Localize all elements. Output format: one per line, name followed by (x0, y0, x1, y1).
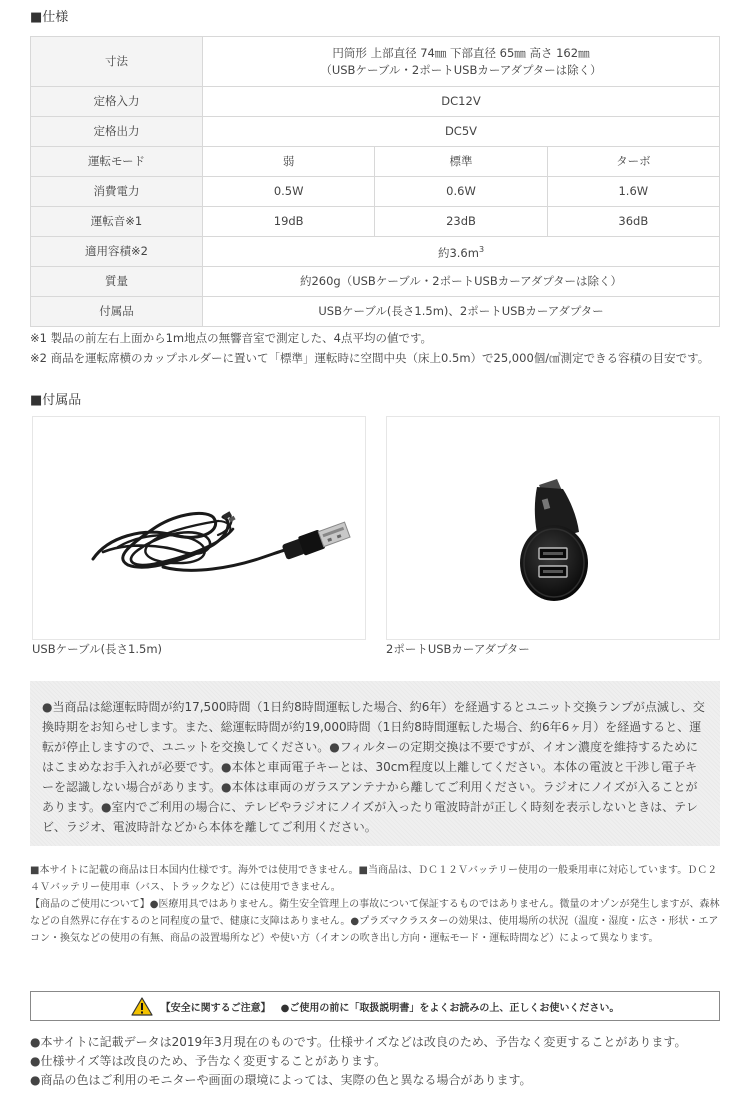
spec-value: 19dB (203, 207, 375, 237)
spec-value: DC5V (203, 117, 720, 147)
spec-value: 約260g（USBケーブル・2ポートUSBカーアダプターは除く） (203, 267, 720, 297)
caution-box (30, 681, 720, 846)
spec-value: USBケーブル(長さ1.5m)、2ポートUSBカーアダプター (203, 297, 720, 327)
spec-table (30, 36, 720, 327)
spec-value: 23dB (375, 207, 547, 237)
spec-label: 寸法 (31, 37, 203, 87)
safety-label: 【安全に関するご注意】 (160, 1002, 271, 1014)
bottom-note-3: ●商品の色はご利用のモニターや画面の環境によっては、実際の色と異なる場合があります。 (30, 1073, 532, 1087)
spec-label: 定格入力 (31, 87, 203, 117)
size-line-1: 円筒形 上部直径 74㎜ 下部直径 65㎜ 高さ 162㎜ (332, 45, 590, 60)
safety-text: ●ご使用の前に「取扱説明書」をよくお読みの上、正しくお使いください。 (280, 1002, 620, 1014)
spec-label: 定格出力 (31, 117, 203, 147)
spec-label: 運転モード (31, 147, 203, 177)
spec-label: 運転音※1 (31, 207, 203, 237)
spec-value: DC12V (203, 87, 720, 117)
usb-cable-caption: USBケーブル(長さ1.5m) (32, 642, 163, 656)
warning-icon (131, 997, 153, 1016)
small-notes (30, 862, 720, 947)
spec-value: ターボ (547, 147, 719, 177)
car-adapter-image (387, 417, 721, 641)
bottom-notes (30, 1033, 730, 1090)
spec-note-2: ※2 商品を運転席横のカップホルダーに置いて「標準」運転時に空間中央（床上0.5m）で25,000個/㎤測定できる容積の目安です。 (30, 351, 710, 365)
spec-value: 弱 (203, 147, 375, 177)
spec-notes (30, 328, 720, 368)
caution-text: ●当商品は総運転時間が約17,500時間（1日約8時間運転した場合、約6年）を経過するとユニット交換ランプが点滅し、交換時期をお知らせします。また、総運転時間が約19,000時間（1日約8時間運転した場合、約6年6ヶ月）を経過すると、運転が停止しますので、ユニットを交換してください。●フィルターの定期交換は不要ですが、イオン濃度を維持するためにはこまめなお手入れが必要です。●本体と車両電子キーとは、30cm程度以上離してください。本体の電波と干渉し電子キーを認識しない場合があります。●本体は車両のガラスアンテナから離してご利用ください。ラジオにノイズが入ることがあります。●室内でご利用の場合に、テレビやラジオにノイズが入ったり電波時計が正しく時刻を表示しないときは、テレビ、ラジオ、電波時計などから本体を離してご利用ください。 (42, 700, 705, 834)
spec-value (203, 37, 720, 87)
usb-cable-photo (32, 416, 366, 640)
accessories-section-title: ■付属品 (30, 393, 82, 408)
spec-value: 0.5W (203, 177, 375, 207)
spec-row-accessories (31, 297, 720, 327)
spec-row-noise (31, 207, 720, 237)
bottom-note-1: ●本サイトに記載データは2019年3月現在のものです。仕様サイズなどは改良のため、予告なく変更することがあります。 (30, 1035, 687, 1049)
spec-row-weight (31, 267, 720, 297)
spec-label: 消費電力 (31, 177, 203, 207)
car-adapter-photo (386, 416, 720, 640)
spec-label: 付属品 (31, 297, 203, 327)
spec-value: 標準 (375, 147, 547, 177)
volume-value: 約3.6m (437, 245, 479, 260)
spec-value (203, 237, 720, 267)
spec-row-power (31, 177, 720, 207)
spec-row-input (31, 87, 720, 117)
small-note-2: 【商品のご使用について】●医療用具ではありません。衛生安全管理上の事故について保証するものではありません。微量のオゾンが発生しますが、森林などの自然界に存在するのと同程度の量で、健康に支障はありません。●プラズマクラスターの効果は、使用場所の状況（温度・湿度・広さ・形状・エアコン・換気などの使用の有無、商品の設置場所など）や使い方（イオンの吹き出し方向・運転モード・運転時間など）によって異なります。 (30, 899, 720, 944)
spec-row-volume (31, 237, 720, 267)
usb-cable-image (33, 417, 367, 641)
car-adapter-caption: 2ポートUSBカーアダプター (386, 642, 530, 656)
size-line-2: （USBケーブル・2ポートUSBカーアダプターは除く） (320, 62, 602, 77)
volume-superscript: 3 (478, 245, 485, 255)
spec-row-size (31, 37, 720, 87)
bottom-note-2: ●仕様サイズ等は改良のため、予告なく変更することがあります。 (30, 1054, 387, 1068)
spec-label: 適用容積※2 (31, 237, 203, 267)
spec-row-output (31, 117, 720, 147)
spec-note-1: ※1 製品の前左右上面から1m地点の無響音室で測定した、4点平均の値です。 (30, 331, 433, 345)
safety-banner (30, 991, 720, 1021)
spec-value: 0.6W (375, 177, 547, 207)
spec-row-mode (31, 147, 720, 177)
spec-label: 質量 (31, 267, 203, 297)
spec-section-title: ■仕様 (30, 10, 69, 25)
spec-value: 1.6W (547, 177, 719, 207)
spec-value: 36dB (547, 207, 719, 237)
small-note-1: ■本サイトに記載の商品は日本国内仕様です。海外では使用できません。■当商品は、ＤＣ１２Ｖバッテリー使用の一般乗用車に対応しています。ＤＣ２４Ｖバッテリー使用車（バス、トラックなど）には使用できません。 (30, 865, 718, 893)
